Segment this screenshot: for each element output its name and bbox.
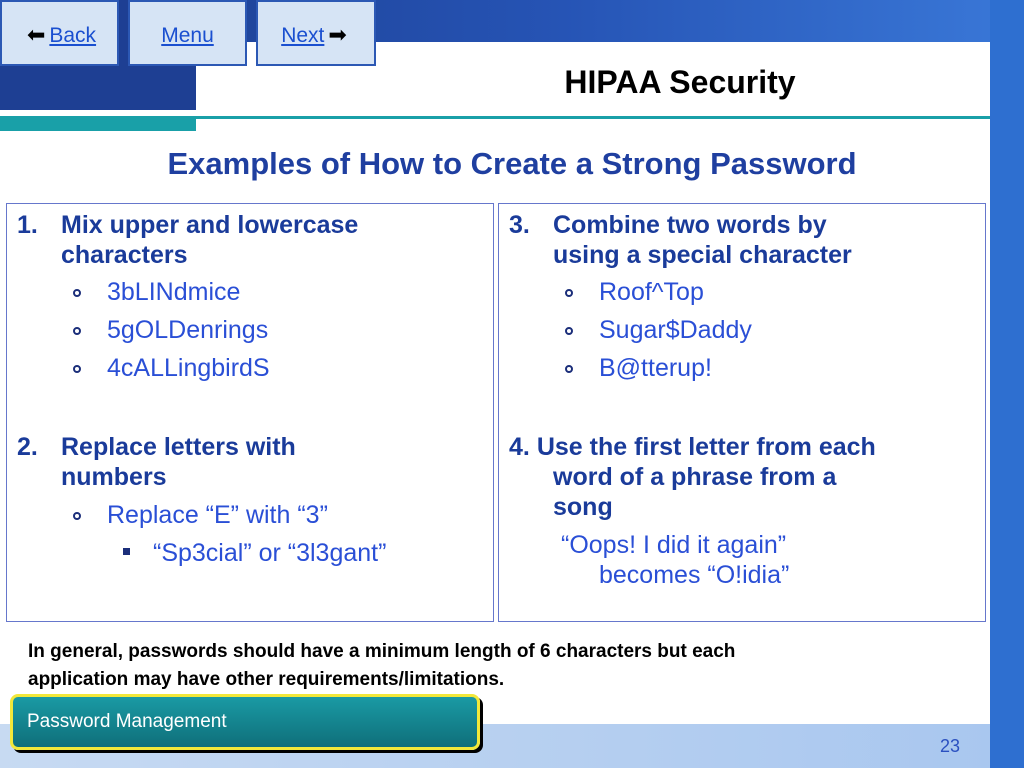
item-4-number: 4.: [509, 433, 530, 461]
left-panel: [6, 203, 494, 622]
example-text: 4cALLingbirdS: [107, 354, 270, 382]
item-2-number: 2.: [17, 433, 38, 461]
item-2-title-line2: numbers: [61, 463, 167, 491]
item-1-title-line1: Mix upper and lowercase: [61, 211, 359, 239]
circle-bullet-icon: [73, 365, 81, 373]
next-button[interactable]: [256, 0, 376, 66]
example-text: 5gOLDenrings: [107, 316, 269, 344]
item-1-number: 1.: [17, 211, 38, 239]
next-label: Next: [281, 24, 325, 47]
example-text: Roof^Top: [599, 278, 704, 306]
menu-label: Menu: [161, 24, 214, 47]
header-title: HIPAA Security: [564, 64, 796, 100]
circle-bullet-icon: [73, 327, 81, 335]
item-4-title-line3: song: [553, 493, 613, 521]
back-label: Back: [49, 24, 97, 47]
item-2-title: [17, 432, 296, 462]
example-text: 3bLINdmice: [107, 278, 241, 306]
header-teal-block: [0, 117, 196, 131]
circle-bullet-icon: [73, 289, 81, 297]
song-quote: “Oops! I did it again”: [561, 531, 787, 559]
example-text: B@tterup!: [599, 354, 712, 382]
list-item: [107, 353, 270, 383]
item-3-title-line1: Combine two words by: [553, 211, 827, 239]
arrow-right-icon: ➡: [328, 22, 347, 47]
circle-bullet-icon: [73, 512, 81, 520]
right-edge-strip: [990, 0, 1024, 768]
circle-bullet-icon: [565, 289, 573, 297]
example-text: “Sp3cial” or “3l3gant”: [153, 539, 387, 567]
item-3-title-line2: using a special character: [553, 241, 852, 269]
square-bullet-icon: [123, 548, 130, 555]
back-button[interactable]: [0, 0, 119, 66]
item-4-title: [509, 432, 876, 462]
list-item: [599, 277, 704, 307]
list-item: [153, 538, 386, 568]
list-item: [599, 353, 712, 383]
item-4-title-line1: Use the first letter from each: [536, 433, 876, 461]
example-text: Sugar$Daddy: [599, 316, 752, 344]
page-number: 23: [939, 736, 960, 756]
circle-bullet-icon: [565, 365, 573, 373]
item-3-title: [509, 210, 827, 240]
list-item: [107, 315, 268, 345]
song-quote-result: becomes “O!idia”: [599, 561, 790, 589]
item-1-title: [17, 210, 358, 240]
footnote-line2: application may have other requirements/limitations.: [28, 669, 505, 690]
item-1-title-line2: characters: [61, 241, 188, 269]
circle-bullet-icon: [565, 327, 573, 335]
item-2-title-line1: Replace letters with: [61, 433, 296, 461]
list-item: [107, 500, 328, 530]
footnote: [28, 638, 928, 694]
example-text: Replace “E” with “3”: [107, 501, 328, 529]
footnote-line1: In general, passwords should have a minimum length of 6 characters but each: [28, 641, 736, 662]
list-item: [599, 315, 752, 345]
section-label-badge: Password Management: [10, 694, 480, 750]
list-item: [107, 277, 240, 307]
arrow-left-icon: ⬅: [26, 22, 46, 47]
right-panel: [498, 203, 986, 622]
page-title: Examples of How to Create a Strong Password: [167, 146, 857, 181]
item-3-number: 3.: [509, 211, 530, 239]
menu-button[interactable]: [128, 0, 247, 66]
item-4-title-line2: word of a phrase from a: [553, 463, 837, 491]
